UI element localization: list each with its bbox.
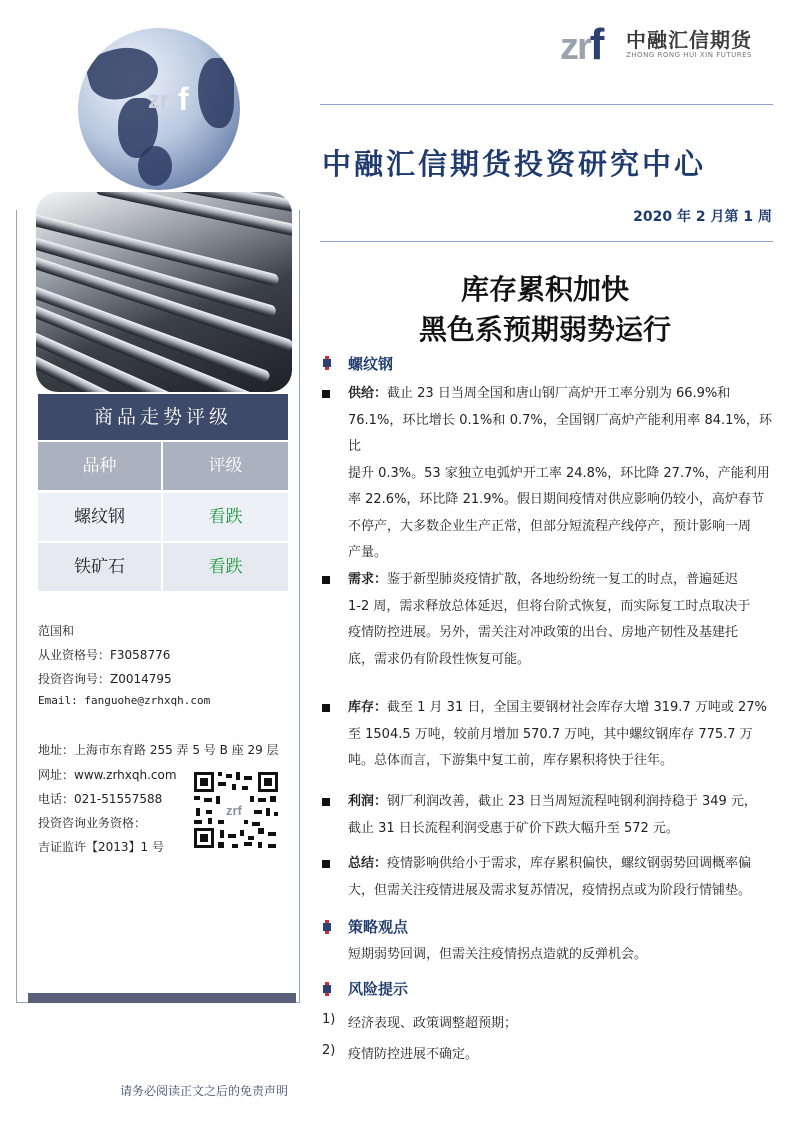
section-title-strategy: 策略观点 [348,918,409,936]
supply-paragraph [348,381,772,567]
risk-item-number: 1) [322,1012,336,1027]
variety-cell: 铁矿石 [38,543,161,591]
profit-line: 利润：钢厂利润改善，截止 23 日当周短流程吨钢利润持稳于 349 元， [348,794,757,809]
sidebar-bottom-bar [28,993,296,1003]
disclaimer-note: 请务必阅读正文之后的免责声明 [120,1084,289,1098]
section-title-rebar: 螺纹钢 [348,355,394,373]
qualification-value: 吉证监许【2013】1 号 [38,840,164,854]
strategy-text: 短期弱势回调，但需关注疫情拐点造就的反弹机会。 [348,947,648,962]
analyst-email[interactable]: Email: fanguohe@zrhxqh.com [38,694,211,707]
risk-item-text: 疫情防控进展不确定。 [348,1047,479,1062]
section-marker-icon [320,920,334,934]
table-row [38,543,288,591]
column-rating-header: 评级 [163,442,288,490]
demand-line: 疫情防控进展。另外，需关注对冲政策的出台、房地产韧性及基建托 [348,625,739,640]
rating-cell: 看跌 [163,493,288,541]
supply-line: 76.1%，环比增长 0.1%和 0.7%，全国钢厂高炉产能利用率 84.1%，环比 [348,412,772,454]
demand-line: 1-2 周，需求释放总体延迟，但将台阶式恢复，而实际复工时点取决于 [348,598,751,614]
variety-cell: 螺纹钢 [38,493,161,541]
steel-pipes-image [36,192,292,392]
brand-name-cn: 中融汇信期货 [626,28,752,52]
stock-line: 吨。总体而言，下游集中复工前，库存累积将快于往年。 [348,753,674,768]
bullet-icon [322,390,330,398]
svg-text:zrf: zrf [226,803,242,818]
company-phone: 电话：021-51557588 [38,792,163,806]
company-website[interactable]: 网址：www.zrhxqh.com [38,768,177,782]
risk-item-text: 经济表现、政策调整超预期； [348,1016,518,1031]
bullet-icon [322,704,330,712]
analyst-name: 范国和 [38,624,75,638]
column-variety-header: 品种 [38,442,161,490]
stock-label: 库存： [348,700,388,715]
analyst-consult-number: 投资咨询号：Z0014795 [38,672,172,686]
supply-line: 不停产，大多数企业生产正常，但部分短流程产线停产，预计影响一周 [348,518,752,534]
bullet-icon [322,798,330,806]
section-marker-icon [320,356,334,370]
demand-line: 底，需求仍有阶段性恢复可能。 [348,651,531,667]
summary-line: 大，但需关注疫情进展及需求复苏情况，疫情拐点或为阶段行情铺垫。 [348,882,752,898]
summary-line: 总结：疫情影响供给小于需求，库存累积偏快，螺纹钢弱势回调概率偏 [348,856,752,871]
qualification-label: 投资咨询业务资格： [38,816,147,830]
globe-logo-icon [148,82,212,116]
brand-logo [560,18,775,70]
qr-code-icon [192,770,280,850]
bullet-icon [322,860,330,868]
report-title [320,270,770,350]
summary-paragraph [348,851,772,904]
demand-label: 需求： [348,572,388,587]
brand-mark: zrf [560,20,603,69]
analyst-license: 从业资格号：F3058776 [38,648,171,662]
demand-line: 需求：鉴于新型肺炎疫情扩散，各地纷纷统一复工的时点，普遍延迟 [348,572,739,587]
center-title: 中融汇信期货投资研究中心 [322,147,707,181]
title-divider [320,241,773,242]
svg-text:zr: zr [148,87,170,114]
bullet-icon [322,576,330,584]
supply-line: 产量。 [348,545,388,560]
header-divider [320,104,773,105]
report-title-line1: 库存累积加快 [460,273,629,306]
supply-line: 率 22.6%，环比降 21.9%。假日期间疫情对供应影响仍较小，高炉春节 [348,492,764,507]
supply-label: 供给： [348,386,388,401]
stock-line: 库存：截至 1 月 31 日，全国主要钢材社会库存大增 319.7 万吨或 27% [348,700,767,715]
table-row [38,493,288,541]
company-address: 地址：上海市东育路 255 弄 5 号 B 座 29 层 [38,743,279,757]
demand-paragraph [348,567,772,673]
supply-line: 供给：截止 23 日当周全国和唐山钢厂高炉开工率分别为 66.9%和 [348,386,731,401]
rating-table-header [38,442,288,490]
rating-cell: 看跌 [163,543,288,591]
supply-line: 提升 0.3%。53 家独立电弧炉开工率 24.8%，环比降 27.7%，产能利用 [348,465,770,481]
report-week: 2020 年 2 月第 1 周 [633,209,772,225]
rating-panel-heading: 商品走势评级 [38,394,288,440]
risk-item-number: 2) [322,1043,336,1058]
profit-line: 截止 31 日长流程利润受惠于矿价下跌大幅升至 572 元。 [348,820,679,836]
brand-name-en: ZHONG RONG HUI XIN FUTURES [626,51,752,59]
section-title-risk: 风险提示 [348,980,409,998]
report-title-line2: 黑色系预期弱势运行 [418,313,671,346]
profit-label: 利润： [348,794,388,809]
profit-paragraph [348,789,772,842]
stock-paragraph [348,695,772,775]
section-marker-icon [320,982,334,996]
svg-text:f: f [178,82,189,116]
summary-label: 总结： [348,856,388,871]
stock-line: 至 1504.5 万吨，较前月增加 570.7 万吨，其中螺纹钢库存 775.7 万 [348,726,753,742]
